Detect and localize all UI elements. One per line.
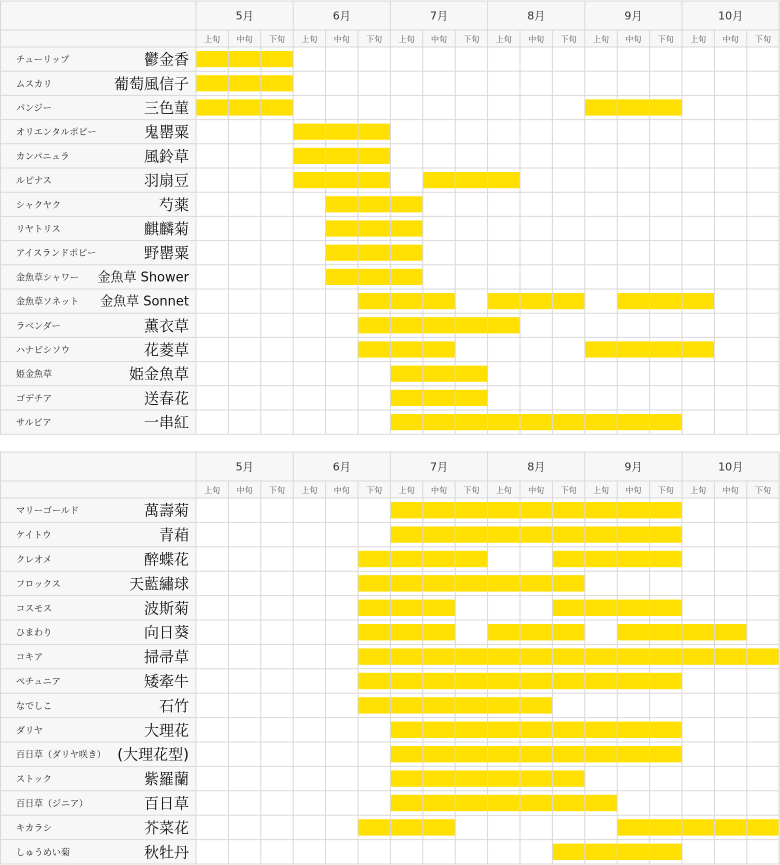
- bloom-bar: [390, 526, 682, 542]
- dekad-label: 上旬: [593, 486, 609, 495]
- bloom-bar: [358, 575, 585, 591]
- dekad-label: 下旬: [269, 486, 285, 495]
- flower-name-kana: ラベンダー: [16, 321, 61, 332]
- flower-name-kanji: 秋牡丹: [143, 843, 189, 862]
- flower-name-kanji: 波斯菊: [143, 599, 189, 618]
- flower-name-kanji: 野罌粟: [143, 244, 189, 263]
- flower-name-kana: シャクヤク: [16, 200, 61, 211]
- bloom-bar: [196, 51, 293, 67]
- dekad-label: 下旬: [366, 486, 383, 495]
- flower-name-kana: フロックス: [16, 579, 61, 590]
- month-label: 6月: [332, 9, 351, 23]
- flower-name-kana: なでしこ: [16, 701, 53, 712]
- dekad-label: 下旬: [269, 35, 285, 44]
- flower-name-kanji: 大理花: [143, 721, 189, 740]
- dekad-label: 中旬: [333, 35, 350, 44]
- month-label: 7月: [430, 460, 448, 474]
- dekad-label: 上旬: [301, 486, 318, 495]
- flower-name-kana: コキア: [16, 653, 44, 664]
- flower-name-kanji: 向日葵: [143, 623, 189, 642]
- dekad-label: 中旬: [722, 486, 739, 495]
- dekad-label: 下旬: [657, 35, 674, 44]
- flower-name-kana: ムスカリ: [16, 79, 53, 90]
- bloom-bar: [358, 624, 455, 640]
- bloom-bar: [358, 819, 455, 835]
- flower-name-kanji: 三色菫: [143, 99, 189, 117]
- flower-name-kanji: 金魚草 Sonnet: [100, 294, 189, 310]
- flower-name-kana: ひまわり: [16, 628, 53, 639]
- flower-name-kana: キカラシ: [16, 823, 53, 834]
- flower-name-kana: ゴデチア: [16, 394, 53, 405]
- dekad-label: 中旬: [236, 35, 253, 44]
- bloom-bar: [293, 148, 390, 164]
- dekad-label: 中旬: [431, 486, 447, 495]
- bloom-bar: [326, 245, 423, 261]
- bloom-bar: [617, 293, 714, 309]
- month-label: 5月: [235, 9, 254, 23]
- flower-name-kana: 百日草（ダリヤ咲き）: [16, 750, 106, 761]
- flower-name-kana: リヤトリス: [16, 225, 61, 235]
- dekad-label: 下旬: [560, 35, 577, 44]
- flower-name-kanji: 姫金魚草: [128, 365, 189, 384]
- dekad-label: 中旬: [625, 35, 642, 44]
- dekad-label: 上旬: [204, 486, 221, 495]
- flower-name-kana: ダリヤ: [16, 726, 43, 737]
- flower-name-kana: サルビア: [16, 418, 52, 429]
- dekad-label: 中旬: [431, 35, 447, 44]
- flower-name-kanji: 羽扇豆: [143, 171, 189, 190]
- month-label: 9月: [624, 9, 643, 23]
- dekad-label: 中旬: [333, 486, 350, 495]
- bloom-bar: [390, 722, 682, 738]
- flower-name-kana: コスモス: [16, 604, 53, 615]
- dekad-label: 上旬: [301, 35, 318, 44]
- flower-name-kanji: 天藍繡球: [128, 574, 189, 593]
- flower-name-kana: 百日草（ジニア）: [16, 799, 89, 810]
- bloom-bar: [293, 124, 390, 140]
- month-label: 10月: [718, 460, 744, 474]
- dekad-label: 中旬: [528, 486, 545, 495]
- flower-name-kanji: 萬壽菊: [143, 501, 189, 520]
- bloom-bar: [390, 366, 487, 382]
- bloom-bar: [423, 172, 520, 188]
- month-label: 8月: [527, 9, 546, 23]
- flower-name-kanji: 百日草: [143, 794, 189, 813]
- flower-name-kanji: 矮牽牛: [143, 672, 189, 691]
- bloom-bar: [326, 220, 423, 236]
- flower-name-kana: マリーゴールド: [16, 506, 79, 517]
- flower-name-kana: 金魚草ソネット: [16, 297, 79, 308]
- flower-name-kanji: 石竹: [158, 696, 189, 715]
- flower-name-kana: アイスランドポピー: [16, 249, 97, 260]
- dekad-label: 下旬: [755, 35, 771, 44]
- bloom-bar: [293, 172, 390, 188]
- month-label: 5月: [235, 460, 254, 474]
- flower-name-kana: ケイトウ: [16, 531, 52, 542]
- flower-name-kana: カンパニュラ: [16, 152, 70, 163]
- dekad-label: 上旬: [398, 486, 415, 495]
- month-label: 6月: [332, 460, 351, 474]
- dekad-label: 下旬: [657, 486, 674, 495]
- flower-name-kanji: 紫羅蘭: [143, 770, 189, 789]
- flower-name-kanji: 芥菜花: [143, 818, 189, 837]
- bloom-bar: [390, 746, 682, 762]
- flower-name-kana: パンジー: [16, 104, 52, 114]
- flower-name-kanji: (大理花型): [117, 745, 189, 764]
- dekad-label: 中旬: [722, 35, 739, 44]
- flower-name-kana: しゅうめい菊: [16, 848, 71, 859]
- bloom-bar: [326, 196, 423, 212]
- month-label: 7月: [430, 9, 448, 23]
- dekad-label: 中旬: [236, 486, 253, 495]
- bloom-bar: [488, 293, 585, 309]
- month-label: 10月: [718, 9, 744, 23]
- dekad-label: 下旬: [463, 486, 480, 495]
- flower-name-kanji: 葡萄風信子: [113, 74, 189, 93]
- bloom-bar: [390, 502, 682, 518]
- dekad-label: 上旬: [690, 486, 707, 495]
- bloom-bar: [617, 819, 779, 835]
- bloom-bar: [585, 99, 682, 115]
- flower-name-kanji: 醉蝶花: [143, 550, 189, 569]
- flower-name-kana: ルピナス: [16, 176, 52, 187]
- flower-name-kanji: 送春花: [143, 389, 189, 408]
- bloom-bar: [390, 390, 487, 406]
- bloom-bar: [358, 317, 520, 333]
- flower-name-kanji: 薫衣草: [143, 316, 189, 335]
- dekad-label: 下旬: [463, 35, 480, 44]
- bloom-bar: [358, 648, 779, 664]
- flower-name-kanji: 一串紅: [143, 413, 189, 432]
- dekad-label: 下旬: [755, 486, 771, 495]
- flower-name-kana: ペチュニア: [16, 677, 61, 688]
- bloom-bar: [196, 99, 293, 115]
- dekad-label: 上旬: [593, 35, 609, 44]
- bloom-bar: [390, 414, 682, 430]
- bloom-bar: [358, 600, 455, 616]
- flower-name-kanji: 鬼罌粟: [143, 123, 189, 142]
- dekad-label: 上旬: [398, 35, 415, 44]
- bloom-bar: [358, 293, 455, 309]
- dekad-label: 上旬: [495, 486, 512, 495]
- bloom-bar: [196, 75, 293, 91]
- bloom-bar: [358, 341, 455, 357]
- dekad-label: 上旬: [495, 35, 512, 44]
- month-label: 8月: [527, 460, 546, 474]
- bloom-bar: [390, 795, 617, 811]
- flower-name-kana: オリエンタルポピー: [16, 128, 97, 139]
- flower-name-kanji: 鬱金香: [143, 50, 189, 69]
- flower-name-kana: ハナビシソウ: [16, 346, 71, 356]
- month-label: 9月: [624, 460, 643, 474]
- dekad-label: 上旬: [204, 35, 221, 44]
- bloom-bar: [488, 624, 585, 640]
- flower-name-kana: ストック: [16, 775, 52, 786]
- flower-name-kanji: 金魚草 Shower: [97, 270, 189, 286]
- flower-name-kanji: 花菱草: [143, 341, 189, 359]
- flower-name-kana: チューリップ: [16, 55, 70, 66]
- flower-name-kanji: 掃帚草: [143, 648, 189, 667]
- bloom-bar: [326, 269, 423, 285]
- flower-name-kanji: 青葙: [158, 526, 189, 545]
- dekad-label: 中旬: [528, 35, 545, 44]
- flower-name-kanji: 芍薬: [158, 195, 189, 214]
- flower-name-kana: クレオメ: [16, 555, 52, 566]
- flower-name-kanji: 風鈴草: [143, 147, 189, 166]
- flower-name-kanji: 麒麟菊: [143, 220, 189, 238]
- dekad-label: 下旬: [366, 35, 383, 44]
- dekad-label: 中旬: [625, 486, 642, 495]
- dekad-label: 下旬: [560, 486, 577, 495]
- flower-name-kana: 姫金魚草: [16, 370, 53, 381]
- dekad-label: 上旬: [690, 35, 707, 44]
- flower-name-kana: 金魚草シャワー: [16, 273, 79, 284]
